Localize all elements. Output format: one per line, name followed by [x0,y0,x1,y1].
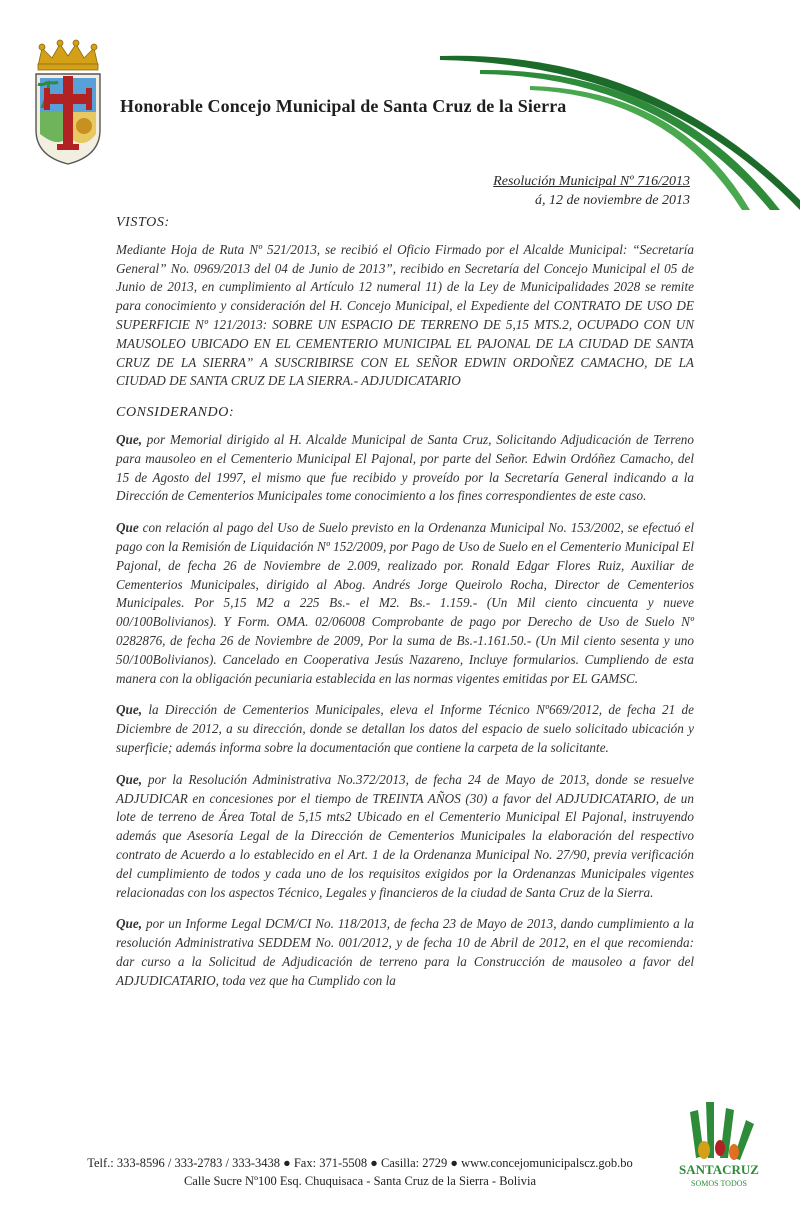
coat-of-arms-icon [28,38,108,168]
resolution-date: á, 12 de noviembre de 2013 [535,193,690,208]
footer-contact [40,1154,680,1172]
paragraph-text: por Memorial dirigido al H. Alcalde Municipal de Santa Cruz, Solicitando Adjudicación de Terreno para mausoleo en el Cementerio Municipal El Pajonal, por parte del Señor. Edwin Ordóñez Camacho, del 15 de Agosto del 1997, el mismo que fue recibido y proveído por la Secretaría General indicando a la Dirección de Cementerios Municipales tome conocimiento a los fines correspondientes de este caso. [116,431,694,504]
paragraph-text: por la Resolución Administrativa No.372/2013, de fecha 24 de Mayo de 2013, donde se resuelve ADJUDICAR en concesiones por el tiempo de TREINTA AÑOS (30) a favor del ADJUDICATARIO, de un lote de terreno de Área Total de 5,15 mts2 Ubicado en el Cementerio Municipal El Pajonal, instruyendo además que Asesoría Legal de la Dirección de Cementerios Municipales la elaboración del respectivo contrato de Acuerdo a lo establecido en el Art. 1 de la Ordenanza Municipal No. 27/90, previa verificación del cumplimiento de todos y cada uno de los requisitos exigidos por la Ordenanzas Municipales vigentes relacionadas con los aspectos Técnico, Legales y financieros de la ciudad de Santa Cruz de la Sierra. [116,771,694,900]
footer-fax: Fax: 371-5508 [293,1156,368,1170]
footer-address: Calle Sucre Nº100 Esq. Chuquisaca - Santa Cruz de la Sierra - Bolivia [183,1174,537,1188]
document-body [116,214,694,1003]
resolution-number: Resolución Municipal Nº 716/2013 [493,174,690,189]
footer [40,1154,680,1190]
footer-website-link[interactable]: www.concejomunicipalscz.gob.bo [461,1156,633,1170]
bullet-icon: ● [283,1156,294,1170]
logo-name: SANTACRUZ [679,1162,759,1177]
considerando-heading: CONSIDERANDO: [116,405,235,421]
paragraph-text: por un Informe Legal DCM/CI No. 118/2013, de fecha 23 de Mayo de 2013, dando cumplimiento a la resolución Administrativa SEDDEM No. 001/2012, y de fecha 10 de Abril de 2012, en el que recomienda: dar curso a la Solicitud de Adjudicación de terreno para la Construcción de mausoleo a favor del ADJUDICATARIO, toda vez que ha Cumplido con la [116,916,694,988]
page-title: Honorable Concejo Municipal de Santa Cruz de la Sierra [120,96,567,116]
resolution-block [493,172,690,210]
paragraph-lead: Que, [116,702,143,718]
considerando-paragraph [116,771,694,903]
paragraph-lead: Que [116,520,139,536]
considerando-paragraph [116,915,694,990]
paragraph-lead: Que, [116,916,143,932]
vistos-paragraph: Mediante Hoja de Ruta Nº 521/2013, se recibió el Oficio Firmado por el Alcalde Municipal: “Secretaría General” No. 0969/2013 del 04 de Junio de 2013”, recibido en Secretaría del Concejo Municipal el 05 de Junio de 2013, en cumplimiento al Artículo 12 numeral 11) de la Ley de Municipalidades 2028 se remite para conocimiento y consideración del H. Concejo Municipal, el Expediente del CONTRATO DE USO DE SUPERFICIE Nº 121/2013: SOBRE UN ESPACIO DE TERRENO DE 5,15 MTS.2, OCUPADO CON UN MAUSOLEO UBICADO EN EL CEMENTERIO MUNICIPAL EL PAJONAL DE LA CIUDAD DE SANTA CRUZ DE LA SIERRA” A SUSCRIBIRSE CON EL SEÑOR EDWIN ORDOÑEZ CAMACHO, DE LA CIUDAD DE SANTA CRUZ DE LA SIERRA.- ADJUDICATARIO [116,241,694,389]
logo-tagline: SOMOS TODOS [691,1179,747,1188]
considerando-paragraph [116,701,694,757]
santa-cruz-logo-icon [676,1098,762,1190]
paragraph-text: con relación al pago del Uso de Suelo previsto en la Ordenanza Municipal No. 153/2002, se efectuó el pago con la Remisión de Liquidación Nº 152/2009, por Pago de Uso de Suelo en el Cementerio Municipal El Pajonal, de fecha 26 de Noviembre de 2.009, realizado por. Ronald Edgar Flores Ruiz, Auxiliar de Cementerios Municipales, dirigido al Abog. Andrés Jorge Queirolo Rocha, Director de Cementerios Municipales. Por 5,15 M2 a 225 Bs.- el M2. Bs.- 1.159.- (Un Mil ciento cincuenta y nueve 00/100Bolivianos). Y Form. OMA. 02/06008 Comprobante de pago por Derecho de Uso de Suelo Nº 0282876, de fecha 26 de Noviembre de 2009, Por la suma de Bs.-1.161.50.- (Un Mil ciento sesenta y uno 50/100Bolivianos). Cancelado en Cooperativa Jesús Nazareno, Incluye formularios. Cumpliendo de esta manera con la obligación pecuniaria establecida en las normas vigentes emitidas por EL GAMSC. [116,520,694,686]
footer-phones: Telf.: 333-8596 / 333-2783 / 333-3438 [87,1156,281,1170]
paragraph-lead: Que, [116,431,143,447]
footer-casilla: Casilla: 2729 [380,1156,448,1170]
paragraph-text: la Dirección de Cementerios Municipales, eleva el Informe Técnico Nº669/2012, de fecha 21 de Diciembre de 2012, a su dirección, donde se detallan los datos del espacio de suelo solicitado ubicación y superficie; además informa sobre la documentación que contiene la carpeta de la solicitante. [116,702,694,755]
considerando-paragraph [116,519,694,688]
bullet-icon: ● [450,1156,462,1170]
vistos-heading: VISTOS: [116,215,170,230]
bullet-icon: ● [370,1156,381,1170]
paragraph-lead: Que, [116,771,143,787]
considerando-paragraph [116,431,694,506]
